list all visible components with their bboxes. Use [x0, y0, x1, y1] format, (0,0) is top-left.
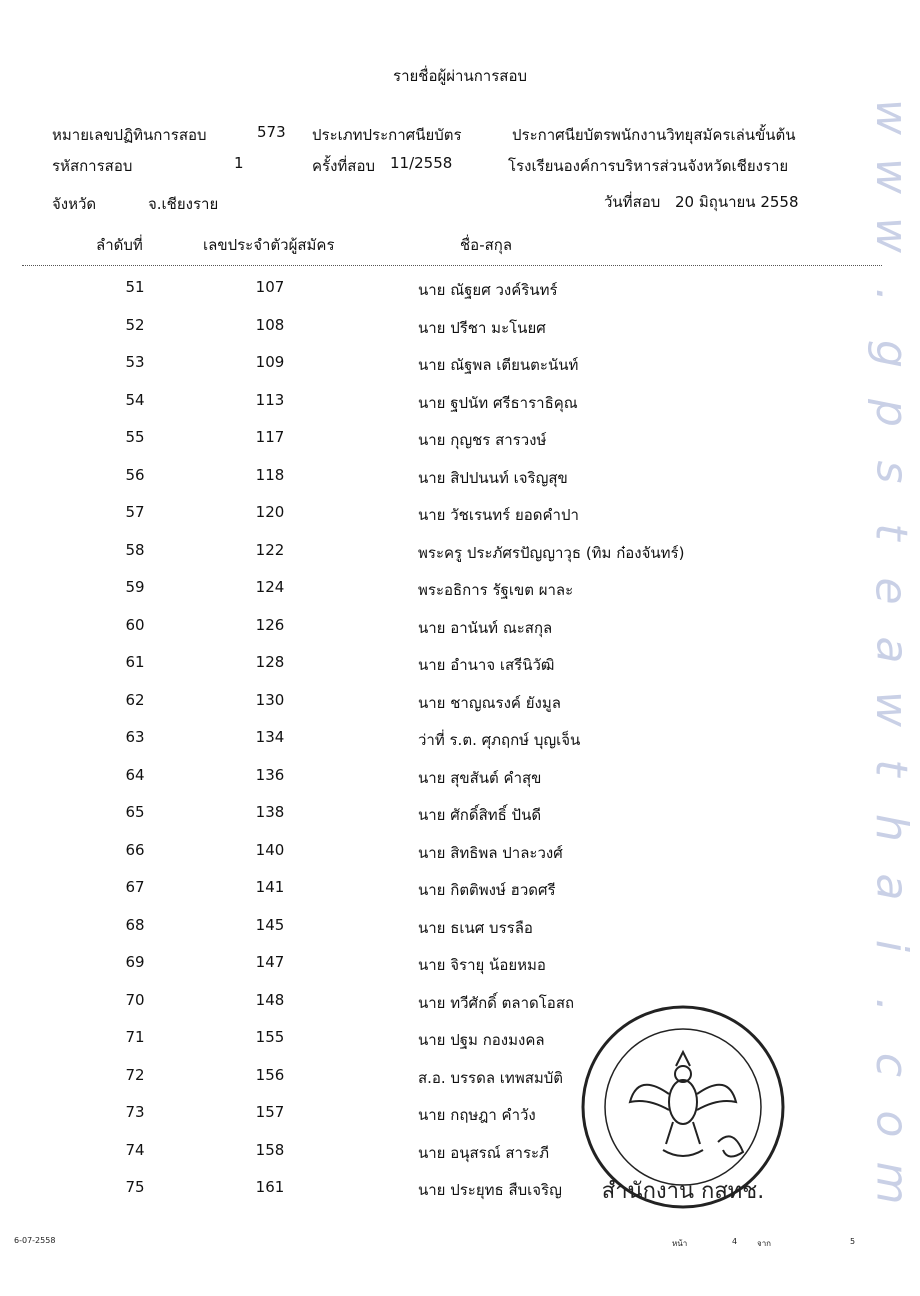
- watermark-char: w: [866, 691, 917, 728]
- watermark-char: i: [865, 939, 917, 953]
- watermark-char: w: [866, 217, 917, 254]
- province-label: จังหวัด: [52, 195, 97, 213]
- venue: โรงเรียนองค์การบริหารส่วนจังหวัดเชียงราย: [508, 157, 789, 175]
- watermark-char: .: [866, 998, 917, 1013]
- row-order: 64: [125, 765, 145, 784]
- row-applicant-id: 148: [255, 990, 285, 1009]
- table-row: [0, 466, 920, 496]
- of-label: จาก: [757, 1239, 772, 1248]
- row-order: 62: [125, 690, 145, 709]
- row-applicant-id: 157: [255, 1103, 285, 1121]
- row-name: นาย กิตติพงษ์ ฮวดศรี: [418, 881, 556, 899]
- row-order: 65: [125, 803, 145, 821]
- table-row: [0, 391, 920, 421]
- row-order: 68: [125, 915, 145, 934]
- row-applicant-id: 113: [255, 390, 285, 409]
- exam-round-value: 11/2558: [390, 154, 453, 172]
- watermark-char: t: [865, 522, 917, 541]
- row-applicant-id: 155: [255, 1028, 285, 1046]
- row-order: 54: [125, 390, 145, 409]
- table-row: [0, 353, 920, 383]
- row-order: 53: [125, 353, 145, 371]
- row-order: 63: [125, 728, 145, 746]
- table-row: [0, 428, 920, 458]
- row-applicant-id: 161: [255, 1178, 285, 1196]
- row-applicant-id: 122: [255, 540, 285, 559]
- table-row: [0, 728, 920, 758]
- column-header-name: ชื่อ-สกุล: [460, 236, 513, 254]
- row-order: 52: [125, 315, 145, 334]
- row-order: 58: [125, 540, 145, 559]
- table-row: [0, 691, 920, 721]
- row-order: 71: [125, 1028, 145, 1046]
- row-order: 57: [125, 503, 145, 521]
- exam-serial-label: หมายเลขปฏิทินการสอบ: [52, 126, 207, 144]
- total-pages: 5: [850, 1237, 856, 1246]
- row-order: 73: [125, 1103, 145, 1121]
- row-applicant-id: 156: [255, 1065, 285, 1084]
- row-name: นาย สิปปนนท์ เจริญสุข: [418, 468, 568, 487]
- row-name: นาย ธเนศ บรรลือ: [418, 918, 533, 937]
- watermark-char: w: [866, 99, 917, 135]
- row-name: นาย ประยุทธ สืบเจริญ: [418, 1181, 562, 1199]
- row-order: 70: [125, 990, 145, 1009]
- table-row: [0, 878, 920, 908]
- row-applicant-id: 126: [255, 615, 285, 634]
- row-name: นาย อนุสรณ์ สาระภี: [418, 1143, 549, 1162]
- row-name: นาย ชาญณรงค์ ยังมูล: [418, 693, 561, 712]
- table-row: [0, 916, 920, 946]
- row-applicant-id: 134: [255, 728, 285, 746]
- exam-code-label: รหัสการสอบ: [52, 157, 133, 175]
- nbtc-seal-stamp: [578, 1002, 788, 1212]
- website-watermark: [865, 95, 917, 1205]
- exam-date-label: วันที่สอบ: [604, 193, 661, 211]
- page-label: หน้า: [672, 1239, 688, 1248]
- exam-date-value: 20 มิถุนายน 2558: [675, 193, 799, 211]
- watermark-char: a: [866, 636, 917, 664]
- row-name: พระครู ประภัศรปัญญาวุธ (ทิม ก๋องจันทร์): [418, 543, 685, 562]
- row-name: นาย อานันท์ ณะสกุล: [418, 618, 553, 637]
- row-applicant-id: 140: [255, 840, 285, 859]
- row-order: 66: [125, 840, 145, 859]
- row-name: นาย ศักดิ์สิทธิ์ ปันดี: [418, 806, 542, 824]
- stamp-text: สำนักงาน กสทช.: [601, 1179, 765, 1204]
- header-divider: [22, 265, 882, 266]
- watermark-char: w: [866, 158, 917, 195]
- table-row: [0, 953, 920, 983]
- row-applicant-id: 141: [255, 878, 285, 896]
- exam-code-value: 1: [234, 154, 244, 172]
- row-applicant-id: 136: [255, 765, 285, 784]
- table-row: [0, 616, 920, 646]
- row-order: 69: [125, 953, 145, 971]
- row-applicant-id: 145: [255, 915, 285, 934]
- watermark-char: s: [866, 460, 917, 484]
- watermark-char: .: [866, 287, 917, 302]
- row-order: 59: [125, 578, 145, 596]
- row-applicant-id: 128: [255, 653, 285, 671]
- row-name: นาย ปฐม กองมงคล: [418, 1031, 545, 1049]
- row-name: นาย ทวีศักดิ์ ตลาดโอสถ: [418, 993, 575, 1012]
- row-applicant-id: 138: [255, 803, 285, 821]
- row-applicant-id: 120: [255, 503, 285, 521]
- watermark-char: e: [865, 577, 917, 605]
- table-row: [0, 803, 920, 833]
- row-applicant-id: 130: [255, 690, 285, 709]
- watermark-char: g: [866, 339, 917, 368]
- watermark-char: m: [866, 1161, 917, 1205]
- watermark-char: a: [866, 873, 917, 901]
- print-date: 6-07-2558: [14, 1236, 56, 1245]
- row-applicant-id: 118: [255, 465, 285, 484]
- cert-type-label: ประเภทประกาศนียบัตร: [312, 126, 462, 144]
- page-title: รายชื่อผู้ผ่านการสอบ: [393, 67, 527, 85]
- cert-type-value: ประกาศนียบัตรพนักงานวิทยุสมัครเล่นขั้นต้น: [512, 126, 796, 144]
- exam-round-label: ครั้งที่สอบ: [312, 157, 375, 175]
- row-order: 61: [125, 653, 145, 671]
- row-order: 60: [125, 615, 145, 634]
- column-header-order: ลำดับที่: [96, 236, 143, 254]
- row-name: นาย ณัฐพล เตียนตะนันท์: [418, 356, 579, 374]
- row-name: นาย วัชเรนทร์ ยอดคำปา: [418, 506, 579, 524]
- row-order: 75: [125, 1178, 145, 1196]
- table-row: [0, 278, 920, 308]
- row-applicant-id: 158: [255, 1140, 285, 1159]
- table-row: [0, 766, 920, 796]
- row-applicant-id: 117: [255, 428, 285, 446]
- row-name: นาย ปรีชา มะโนยศ: [418, 318, 546, 337]
- row-applicant-id: 124: [255, 578, 285, 596]
- row-name: พระอธิการ รัฐเขต ผาละ: [418, 581, 574, 599]
- watermark-char: h: [865, 813, 917, 842]
- row-order: 55: [125, 428, 145, 446]
- row-applicant-id: 109: [255, 353, 285, 371]
- row-name: นาย จิรายุ น้อยหมอ: [418, 956, 546, 974]
- row-name: ว่าที่ ร.ต. ศุภฤกษ์ บุญเจ็น: [418, 731, 581, 749]
- watermark-char: o: [865, 1110, 917, 1138]
- table-row: [0, 503, 920, 533]
- table-row: [0, 841, 920, 871]
- row-name: นาย ณัฐยศ วงค์รินทร์: [418, 281, 558, 299]
- row-name: นาย อำนาจ เสรีนิวัฒิ: [418, 656, 555, 674]
- page-number: 4: [732, 1237, 738, 1246]
- table-row: [0, 541, 920, 571]
- table-row: [0, 316, 920, 346]
- row-name: นาย กฤษฎา คำวัง: [418, 1106, 536, 1124]
- row-order: 56: [125, 465, 145, 484]
- row-name: นาย สิทธิพล ปาละวงศ์: [418, 843, 563, 862]
- row-applicant-id: 147: [255, 953, 285, 971]
- row-order: 72: [125, 1065, 145, 1084]
- row-name: นาย ฐปนัท ศรีธาราธิคุณ: [418, 393, 578, 412]
- row-order: 51: [125, 278, 145, 296]
- province-value: จ.เชียงราย: [148, 195, 219, 213]
- row-name: นาย กุญชร สารวงษ์: [418, 431, 547, 449]
- table-row: [0, 653, 920, 683]
- watermark-char: c: [865, 1052, 917, 1077]
- row-applicant-id: 108: [255, 315, 285, 334]
- watermark-char: p: [866, 399, 917, 428]
- row-name: นาย สุขสันต์ คำสุข: [418, 768, 542, 787]
- watermark-char: t: [865, 759, 917, 778]
- table-row: [0, 578, 920, 608]
- exam-serial-value: 573: [257, 123, 286, 141]
- row-applicant-id: 107: [255, 278, 285, 296]
- column-header-applicant-id: เลขประจำตัวผู้สมัคร: [203, 236, 335, 254]
- row-name: ส.อ. บรรดล เทพสมบัติ: [418, 1068, 564, 1087]
- row-order: 67: [125, 878, 145, 896]
- row-order: 74: [125, 1140, 145, 1159]
